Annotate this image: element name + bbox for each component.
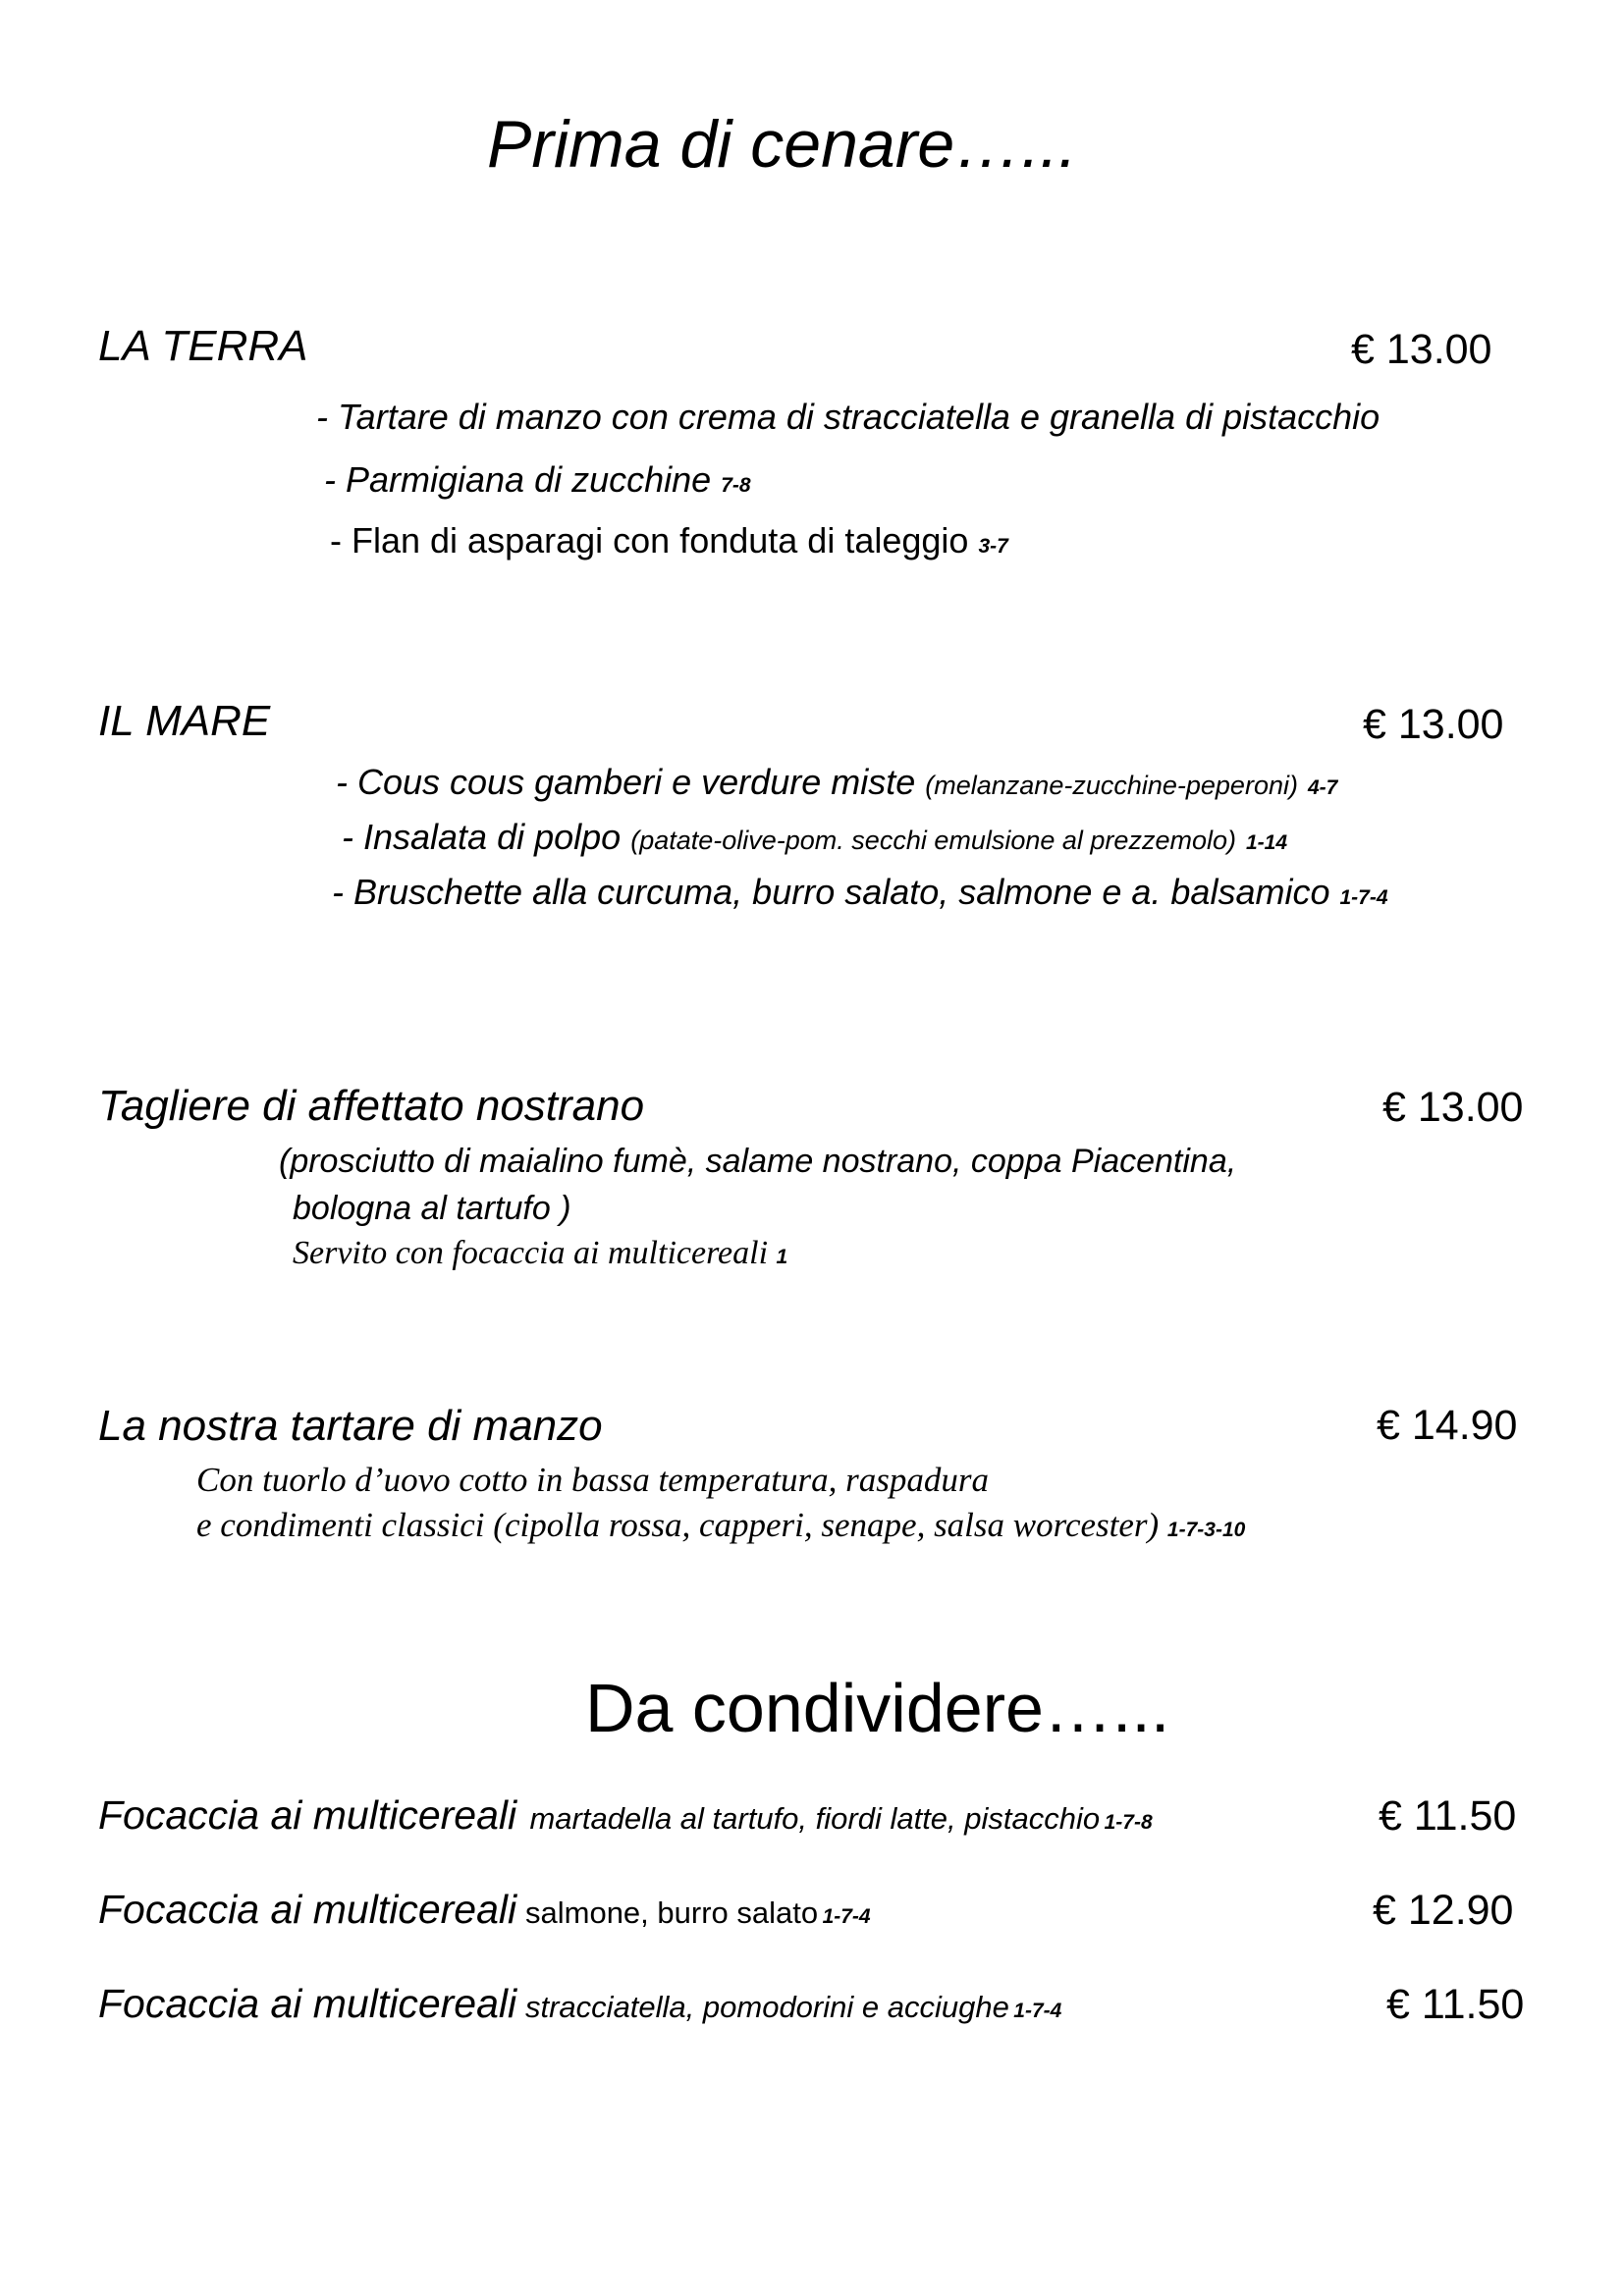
allergen-code: 1-7-8 — [1104, 1811, 1153, 1834]
terra-item-text: - Flan di asparagi con fonduta di taleggio — [330, 520, 969, 561]
allergen-code: 1-7-3-10 — [1166, 1519, 1246, 1541]
allergen-code: 4-7 — [1307, 776, 1338, 799]
terra-price: € 13.00 — [1351, 326, 1492, 373]
focaccia-desc: salmone, burro salato — [525, 1896, 819, 1930]
tartare-name: La nostra tartare di manzo — [98, 1402, 603, 1450]
terra-item — [324, 459, 751, 501]
page-title-primi: Prima di cenare…... — [487, 107, 1077, 182]
focaccia-row — [98, 1887, 871, 1933]
tagliere-desc-1: (prosciutto di maialino fumè, salame nostrano, coppa Piacentina, — [279, 1143, 1237, 1180]
terra-item-text: - Tartare di manzo con crema di stracciatella e granella di pistacchio — [316, 397, 1380, 437]
focaccia-row — [98, 1981, 1061, 2027]
allergen-code: 1 — [776, 1246, 788, 1268]
tartare-desc-2-text: e condimenti classici (cipolla rossa, capperi, senape, salsa worcester) — [196, 1506, 1160, 1544]
focaccia-name: Focaccia ai multicereali — [98, 1792, 517, 1838]
mare-item — [336, 762, 1337, 803]
tagliere-desc-3-text: Servito con focaccia ai multicereali — [293, 1235, 769, 1271]
mare-item-text: - Cous cous gamberi e verdure miste — [336, 762, 916, 802]
focaccia-price: € 11.50 — [1386, 1981, 1525, 2028]
tartare-price: € 14.90 — [1377, 1402, 1518, 1449]
mare-item — [332, 872, 1388, 913]
focaccia-desc: stracciatella, pomodorini e acciughe — [525, 1990, 1009, 2024]
allergen-code: 1-7-4 — [1339, 886, 1388, 909]
tagliere-name: Tagliere di affettato nostrano — [98, 1082, 645, 1130]
page-title-share: Da condividere…... — [585, 1670, 1170, 1746]
terra-item — [330, 520, 1008, 561]
focaccia-desc: martadella al tartufo, fiordi latte, pistacchio — [529, 1801, 1101, 1836]
terra-item — [316, 397, 1380, 438]
mare-item-text: - Bruschette alla curcuma, burro salato, salmone e a. balsamico — [332, 872, 1330, 912]
allergen-code: 1-7-4 — [1013, 2000, 1062, 2022]
allergen-code: 1-7-4 — [822, 1905, 871, 1928]
tartare-desc-2 — [196, 1506, 1245, 1545]
mare-price: € 13.00 — [1363, 701, 1504, 748]
focaccia-price: € 11.50 — [1379, 1792, 1517, 1840]
focaccia-price: € 12.90 — [1373, 1887, 1514, 1934]
allergen-code: 3-7 — [978, 535, 1008, 558]
terra-item-text: - Parmigiana di zucchine — [324, 459, 712, 500]
focaccia-name: Focaccia ai multicereali — [98, 1981, 517, 2026]
tagliere-desc-3 — [293, 1235, 787, 1272]
focaccia-row — [98, 1792, 1153, 1839]
mare-item-note: (patate-olive-pom. secchi emulsione al prezzemolo) — [630, 826, 1236, 855]
mare-item-note: (melanzane-zucchine-peperoni) — [925, 771, 1298, 800]
terra-heading: LA TERRA — [98, 322, 308, 370]
mare-item-text: - Insalata di polpo — [342, 817, 622, 857]
mare-heading: IL MARE — [98, 697, 271, 745]
tartare-desc-1: Con tuorlo d’uovo cotto in bassa temperatura, raspadura — [196, 1461, 989, 1499]
allergen-code: 1-14 — [1246, 831, 1288, 854]
focaccia-name: Focaccia ai multicereali — [98, 1887, 517, 1932]
allergen-code: 7-8 — [721, 474, 751, 497]
tagliere-desc-2: bologna al tartufo ) — [293, 1190, 571, 1227]
mare-item — [342, 817, 1287, 858]
tagliere-price: € 13.00 — [1382, 1084, 1524, 1131]
